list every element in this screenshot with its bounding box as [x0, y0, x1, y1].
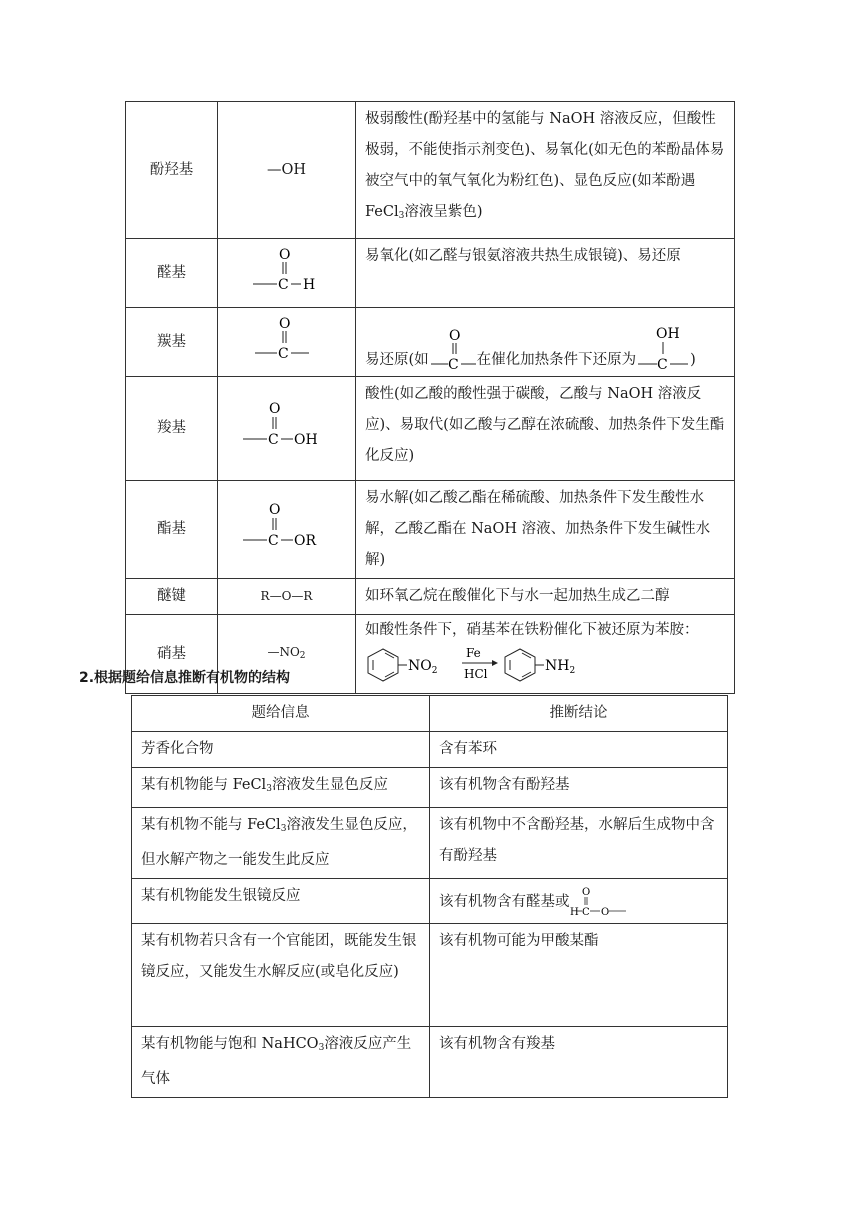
inference-table	[131, 695, 728, 1098]
ester-structure	[218, 481, 356, 579]
conclusion-cell: 含有苯环	[430, 732, 728, 768]
group-name: 羰基	[126, 308, 218, 377]
column-header: 题给信息	[132, 696, 430, 732]
svg-text:O: O	[268, 501, 280, 518]
svg-text:OH: OH	[293, 431, 318, 448]
svg-text:O: O	[278, 316, 290, 332]
svg-text:O: O	[448, 328, 461, 344]
svg-text:NO2: $NO_2$	[408, 658, 438, 676]
svg-text:HCl: HCl	[464, 667, 488, 681]
group-name: 羧基	[126, 377, 218, 481]
group-formula: R—O—R	[218, 579, 356, 615]
group-desc: 如环氧乙烷在酸催化下与水一起加热生成乙二醇	[356, 579, 735, 615]
conclusion-cell: 该有机物含有羧基	[430, 1027, 728, 1098]
info-cell: 某有机物能发生银镜反应	[132, 879, 430, 924]
svg-text:C: C	[267, 532, 279, 549]
group-name: 酯基	[126, 481, 218, 579]
conclusion-cell: 该有机物可能为甲酸某酯	[430, 924, 728, 1027]
column-header: 推断结论	[430, 696, 728, 732]
svg-text:O: O	[268, 400, 280, 417]
svg-text:OR: OR	[293, 532, 316, 549]
info-cell: 某有机物不能与 FeCl$_3$溶液发生显色反应，但水解产物之一能发生此反应	[132, 808, 430, 879]
svg-text:C: C	[581, 907, 590, 918]
svg-text:H: H	[302, 277, 315, 293]
group-desc: 易氧化(如乙醛与银氨溶液共热生成银镜)、易还原	[356, 239, 735, 308]
group-formula: —OH	[218, 102, 356, 239]
svg-text:O: O	[600, 907, 609, 918]
group-name: 醛基	[126, 239, 218, 308]
aldehyde-structure	[218, 239, 356, 308]
conclusion-cell: 该有机物含有醛基或 O H C O	[430, 879, 728, 924]
group-desc: 极弱酸性(酚羟基中的氢能与 NaOH 溶液反应，但酸性极弱，不能使指示剂变色)、易氧化(如无色的苯酚晶体易被空气中的氧气氧化为粉红色)、显色反应(如苯酚遇 FeCl$_3$溶液呈紫色)	[356, 102, 735, 239]
svg-text:O: O	[581, 887, 590, 898]
carbonyl-structure	[218, 308, 356, 377]
svg-text:C: C	[447, 357, 459, 372]
group-formula: $—NO_2$	[218, 615, 356, 694]
section-heading: 2.根据题给信息推断有机物的结构	[79, 670, 291, 686]
formate-inline-structure	[570, 883, 630, 921]
conclusion-cell: 该有机物含有酚羟基	[430, 768, 728, 808]
conclusion-cell: 该有机物中不含酚羟基，水解后生成物中含有酚羟基	[430, 808, 728, 879]
svg-text:O: O	[278, 247, 290, 263]
ketone-inline-structure	[429, 324, 477, 372]
svg-text:C: C	[657, 357, 668, 372]
alcohol-inline-structure	[636, 324, 690, 372]
info-cell: 芳香化合物	[132, 732, 430, 768]
svg-text:H: H	[569, 907, 579, 918]
svg-text:C: C	[277, 346, 289, 362]
svg-text:OH: OH	[656, 326, 680, 342]
svg-text:NH2: $NH_2$	[545, 658, 576, 676]
svg-text:C: C	[277, 277, 289, 293]
info-cell: 某有机物能与 FeCl$_3$溶液发生显色反应	[132, 768, 430, 808]
group-desc: 酸性(如乙酸的酸性强于碳酸，乙酸与 NaOH 溶液反应)、易取代(如乙酸与乙醇在浓硫酸、加热条件下发生酯化反应)	[356, 377, 735, 481]
svg-text:C: C	[267, 431, 279, 448]
info-cell: 某有机物能与饱和 NaHCO$_3$溶液反应产生气体	[132, 1027, 430, 1098]
group-desc: 易水解(如乙酸乙酯在稀硫酸、加热条件下发生酸性水解，乙酸乙酯在 NaOH 溶液、加热条件下发生碱性水解)	[356, 481, 735, 579]
group-name: 硝基	[126, 615, 218, 694]
info-cell: 某有机物若只含有一个官能团，既能发生银镜反应，又能发生水解反应(或皂化反应)	[132, 924, 430, 1027]
functional-group-table	[125, 101, 735, 694]
svg-text:Fe: Fe	[466, 646, 481, 660]
group-desc: 如酸性条件下，硝基苯在铁粉催化下被还原为苯胺： $NO_2$ Fe HCl $NH_2$	[356, 615, 735, 694]
group-name: 醚键	[126, 579, 218, 615]
group-name: 酚羟基	[126, 102, 218, 239]
carboxyl-structure	[218, 377, 356, 481]
nitrobenzene-reaction	[365, 643, 605, 685]
group-desc: 易还原(如 O C 在催化加热条件下还原为 OH C )	[356, 308, 735, 377]
